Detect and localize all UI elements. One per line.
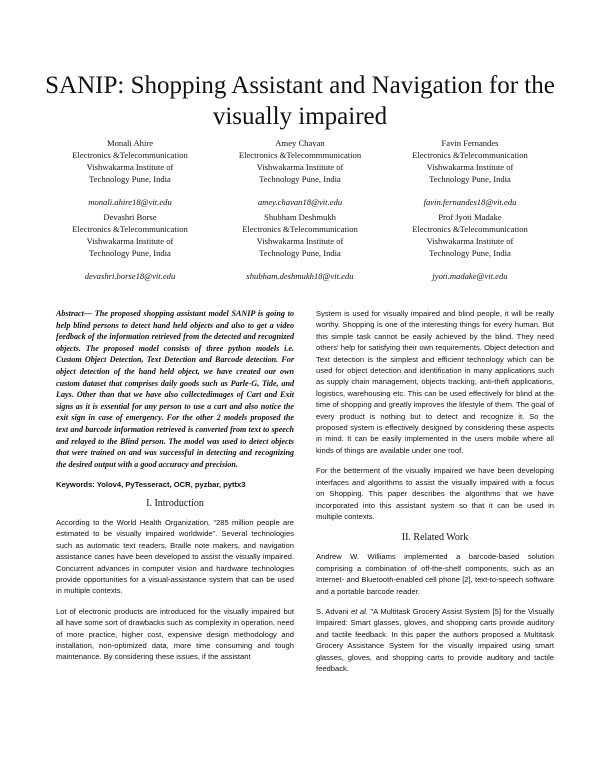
author-block-5 xyxy=(210,211,390,282)
section-heading-introduction: I. Introduction xyxy=(146,497,204,509)
left-column xyxy=(56,308,294,672)
author-dept: Electronics &Telecommunication xyxy=(412,150,528,160)
author-block-1 xyxy=(40,137,220,208)
paper-title: SANIP: Shopping Assistant and Navigation for the visually impaired xyxy=(45,72,555,130)
abstract-text: The proposed shopping assistant model SANIP is going to help blind persons to detect hand held objects and also to get a video feedback of the information retrieved from the detected and recognized objects. The proposed model consists of three python models i.e. Custom Object Detection, Text Detection and Barcode detection. For object detection of the hand held object, we have created our own custom dataset that comprises daily goods such as Parle-G, Tide, and Lays. Other than that we have also collectedimages of Cart and Exit signs as it is essential for any person to use a cart and also notice the exit sign in case of emergency. For the other 2 models proposed the text and barcode information retrieved is converted from text to speech and relayed to the Blind person. The model was used to detect objects that were trained on and was successful in detecting and recognizing the desired output with a good accuracy and precision. xyxy=(56,309,294,469)
author-institution: Vishwakarma Institute of xyxy=(256,162,344,172)
author-location: Technology Pune, India xyxy=(429,248,511,258)
author-location: Technology Pune, India xyxy=(89,174,171,184)
author-institution: Vishwakarma Institute of xyxy=(86,236,174,246)
author-institution: Vishwakarma Institute of xyxy=(426,236,514,246)
author-institution: Vishwakarma Institute of xyxy=(86,162,174,172)
keywords: Keywords: Yolov4, PyTesseract, OCR, pyzbar, pyttx3 xyxy=(56,480,246,490)
author-location: Technology Pune, India xyxy=(259,248,341,258)
et-al: et al. xyxy=(351,606,368,616)
author-location: Technology Pune, India xyxy=(89,248,171,258)
intro-paragraph-1: According to the World Health Organization, “285 million people are estimated to be visually impaired worldwide”. Several technologies such as automatic text readers, Braille note makers, and navigation assistance canes have been developed to assist the visually impaired. Concurrent advances in computer vision and hardware technologies provide opportunities for a visual-assistance system that can be used in multiple contexts. xyxy=(56,517,294,596)
author-location: Technology Pune, India xyxy=(429,174,511,184)
author-location: Technology Pune, India xyxy=(259,174,341,184)
related-text: "A Multitask Grocery Assist System [5] for the Visually Impaired: Smart glasses, gloves, and shopping carts provide auditory and tactile feedback. In this paper the authors proposed a Multitask Grocery Assistance System for the visually impaired using smart glasses, gloves, and shopping carts to provide auditory and tactile feedback. xyxy=(316,606,554,673)
author-email[interactable]: devashri.borse18@vit.edu xyxy=(84,271,176,281)
author-dept: Electronics &Telecommunication xyxy=(72,150,188,160)
author-block-2 xyxy=(210,137,390,208)
intro-paragraph-4: For the betterment of the visually impaired we have been developing interfaces and algorithms to assist the visually impaired with a focus on Shopping. This paper describes the algorithms that we have incorporated into this assistant system so that it can be used in multiple contexts. xyxy=(316,466,554,521)
author-name: Prof Jyoti Madake xyxy=(438,212,502,222)
section-heading-related-work: II. Related Work xyxy=(401,532,469,544)
author-name: Monali Ahire xyxy=(106,138,154,148)
author-name: Shubham Deshmukh xyxy=(264,212,336,222)
related-author: S. Advani xyxy=(316,606,352,616)
intro-paragraph-2: Lot of electronic products are introduced for the visually impaired but all have some sort of drawbacks such as complexity in operation, need of more practice, higher cost, expensive design methodology and installation, non-optimized data, more time consuming and tough maintenance. By considering these issues, if the assistant xyxy=(56,606,294,662)
author-institution: Vishwakarma Institute of xyxy=(426,162,514,172)
author-email[interactable]: shubham.deshmukh18@vit.edu xyxy=(246,271,354,281)
abstract xyxy=(56,308,294,470)
author-dept: Electronics &Telecommunication xyxy=(72,224,188,234)
author-dept: Electronics &Telecommunication xyxy=(242,224,358,234)
author-email[interactable]: amey.chavan18@vit.edu xyxy=(257,197,343,207)
author-name: Favin Fernandes xyxy=(441,138,499,148)
author-name: Amey Chavan xyxy=(275,138,325,148)
author-email[interactable]: monali.ahire18@vit.edu xyxy=(88,197,172,207)
author-block-6 xyxy=(380,211,560,282)
author-email[interactable]: favin.fernandes18@vit.edu xyxy=(423,197,517,207)
related-paragraph-1: Andrew W. Williams implemented a barcode-based solution comprising a combination of off-the-shelf components, such as an Internet- and Bluetooth-enabled cell phone [2], text-to-speech software and a portable barcode reader. xyxy=(316,552,554,596)
author-dept: Electronics &Telecommmunication xyxy=(238,150,362,160)
related-paragraph-2 xyxy=(316,606,554,674)
intro-paragraph-3: System is used for visually impaired and blind people, it will be really worthy. Shopping is one of the interesting things for every human. But this simple task cannot be easily achieved by the blind. They need others' help for satisfying their own requirements. Object detection and Text detection is the simplest and efficient technology which can be used for object detection and identification in many applications such as supply chain management, objects tracking, anti-theft applications, logistics, warehousing etc. This can be used effectively for blind at the time of shopping and greatly improves the lifestyle of them. The goal of every product is nothing but to detect and recognize it. So the proposed system is effectively designed by considering these aspects in mind. It can be easily implemented in the users mobile where all kinds of things are available under one roof. xyxy=(316,309,554,455)
author-name: Devashri Borse xyxy=(103,212,157,222)
author-block-3 xyxy=(380,137,560,208)
author-institution: Vishwakarma Institute of xyxy=(256,236,344,246)
abstract-label: Abstract— xyxy=(56,309,92,318)
author-block-4 xyxy=(40,211,220,282)
author-email[interactable]: jyoti.madake@vit.edu xyxy=(432,271,508,281)
right-column xyxy=(316,308,554,683)
author-dept: Electronics &Telecommunication xyxy=(412,224,528,234)
